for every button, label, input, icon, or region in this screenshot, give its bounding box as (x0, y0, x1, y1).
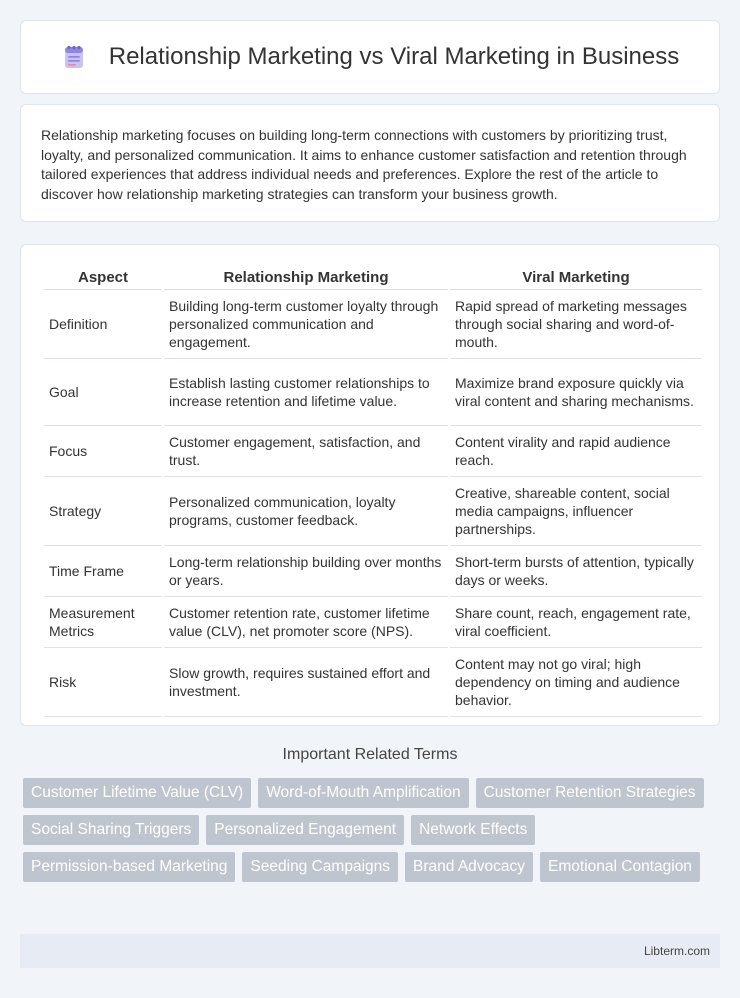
footer-site-link[interactable]: Libterm.com (643, 944, 710, 958)
row-aspect: Risk (44, 648, 162, 717)
comparison-table (42, 265, 704, 717)
table-header-row (44, 265, 702, 290)
tag-customer-lifetime-value[interactable]: Customer Lifetime Value (CLV) (23, 778, 251, 808)
tag-social-sharing-triggers[interactable]: Social Sharing Triggers (23, 815, 199, 845)
footer (20, 934, 720, 968)
table-row (44, 597, 702, 648)
row-aspect: Strategy (44, 477, 162, 546)
row-viral: Content may not go viral; high dependency on timing and audience behavior. (450, 648, 702, 717)
table-row (44, 477, 702, 546)
table-row (44, 648, 702, 717)
related-terms-section (20, 746, 720, 882)
tag-customer-retention-strategies[interactable]: Customer Retention Strategies (476, 778, 704, 808)
table-row (44, 359, 702, 426)
row-aspect: Measurement Metrics (44, 597, 162, 648)
table-row (44, 426, 702, 477)
row-aspect: Focus (44, 426, 162, 477)
intro-text: Relationship marketing focuses on building long-term connections with customers by prioritizing trust, loyalty, and personalized communication. It aims to enhance customer satisfaction and retention through tailored experiences that address individual needs and preferences. Explore the rest of the article to discover how relationship marketing strategies can transform your business growth. (41, 127, 687, 202)
row-viral: Creative, shareable content, social media campaigns, influencer partnerships. (450, 477, 702, 546)
tag-brand-advocacy[interactable]: Brand Advocacy (405, 852, 533, 882)
intro-card (20, 104, 720, 222)
row-relationship: Building long-term customer loyalty through personalized communication and engagement. (164, 290, 448, 359)
row-viral: Short-term bursts of attention, typically days or weeks. (450, 546, 702, 597)
related-terms-tags (20, 778, 720, 882)
tag-network-effects[interactable]: Network Effects (411, 815, 535, 845)
comparison-table-card (20, 244, 720, 726)
table-row (44, 290, 702, 359)
table-row (44, 546, 702, 597)
tag-emotional-contagion[interactable]: Emotional Contagion (540, 852, 700, 882)
row-aspect: Definition (44, 290, 162, 359)
header-relationship-marketing: Relationship Marketing (164, 265, 448, 290)
row-relationship: Long-term relationship building over months or years. (164, 546, 448, 597)
row-aspect: Time Frame (44, 546, 162, 597)
related-terms-title: Important Related Terms (282, 746, 458, 763)
row-relationship: Customer engagement, satisfaction, and trust. (164, 426, 448, 477)
row-viral: Share count, reach, engagement rate, viral coefficient. (450, 597, 702, 648)
row-relationship: Customer retention rate, customer lifetime value (CLV), net promoter score (NPS). (164, 597, 448, 648)
row-viral: Maximize brand exposure quickly via viral content and sharing mechanisms. (450, 359, 702, 426)
header-viral-marketing: Viral Marketing (450, 265, 702, 290)
row-relationship: Slow growth, requires sustained effort and investment. (164, 648, 448, 717)
tag-personalized-engagement[interactable]: Personalized Engagement (206, 815, 404, 845)
title-card (20, 20, 720, 94)
page-title: Relationship Marketing vs Viral Marketing in Business (108, 43, 680, 70)
row-relationship: Establish lasting customer relationships to increase retention and lifetime value. (164, 359, 448, 426)
row-aspect: Goal (44, 359, 162, 426)
tag-seeding-campaigns[interactable]: Seeding Campaigns (242, 852, 398, 882)
row-relationship: Personalized communication, loyalty programs, customer feedback. (164, 477, 448, 546)
row-viral: Rapid spread of marketing messages through social sharing and word-of-mouth. (450, 290, 702, 359)
document-icon (61, 44, 87, 70)
header-aspect: Aspect (44, 265, 162, 290)
tag-permission-based-marketing[interactable]: Permission-based Marketing (23, 852, 235, 882)
tag-word-of-mouth-amplification[interactable]: Word-of-Mouth Amplification (258, 778, 468, 808)
row-viral: Content virality and rapid audience reach. (450, 426, 702, 477)
